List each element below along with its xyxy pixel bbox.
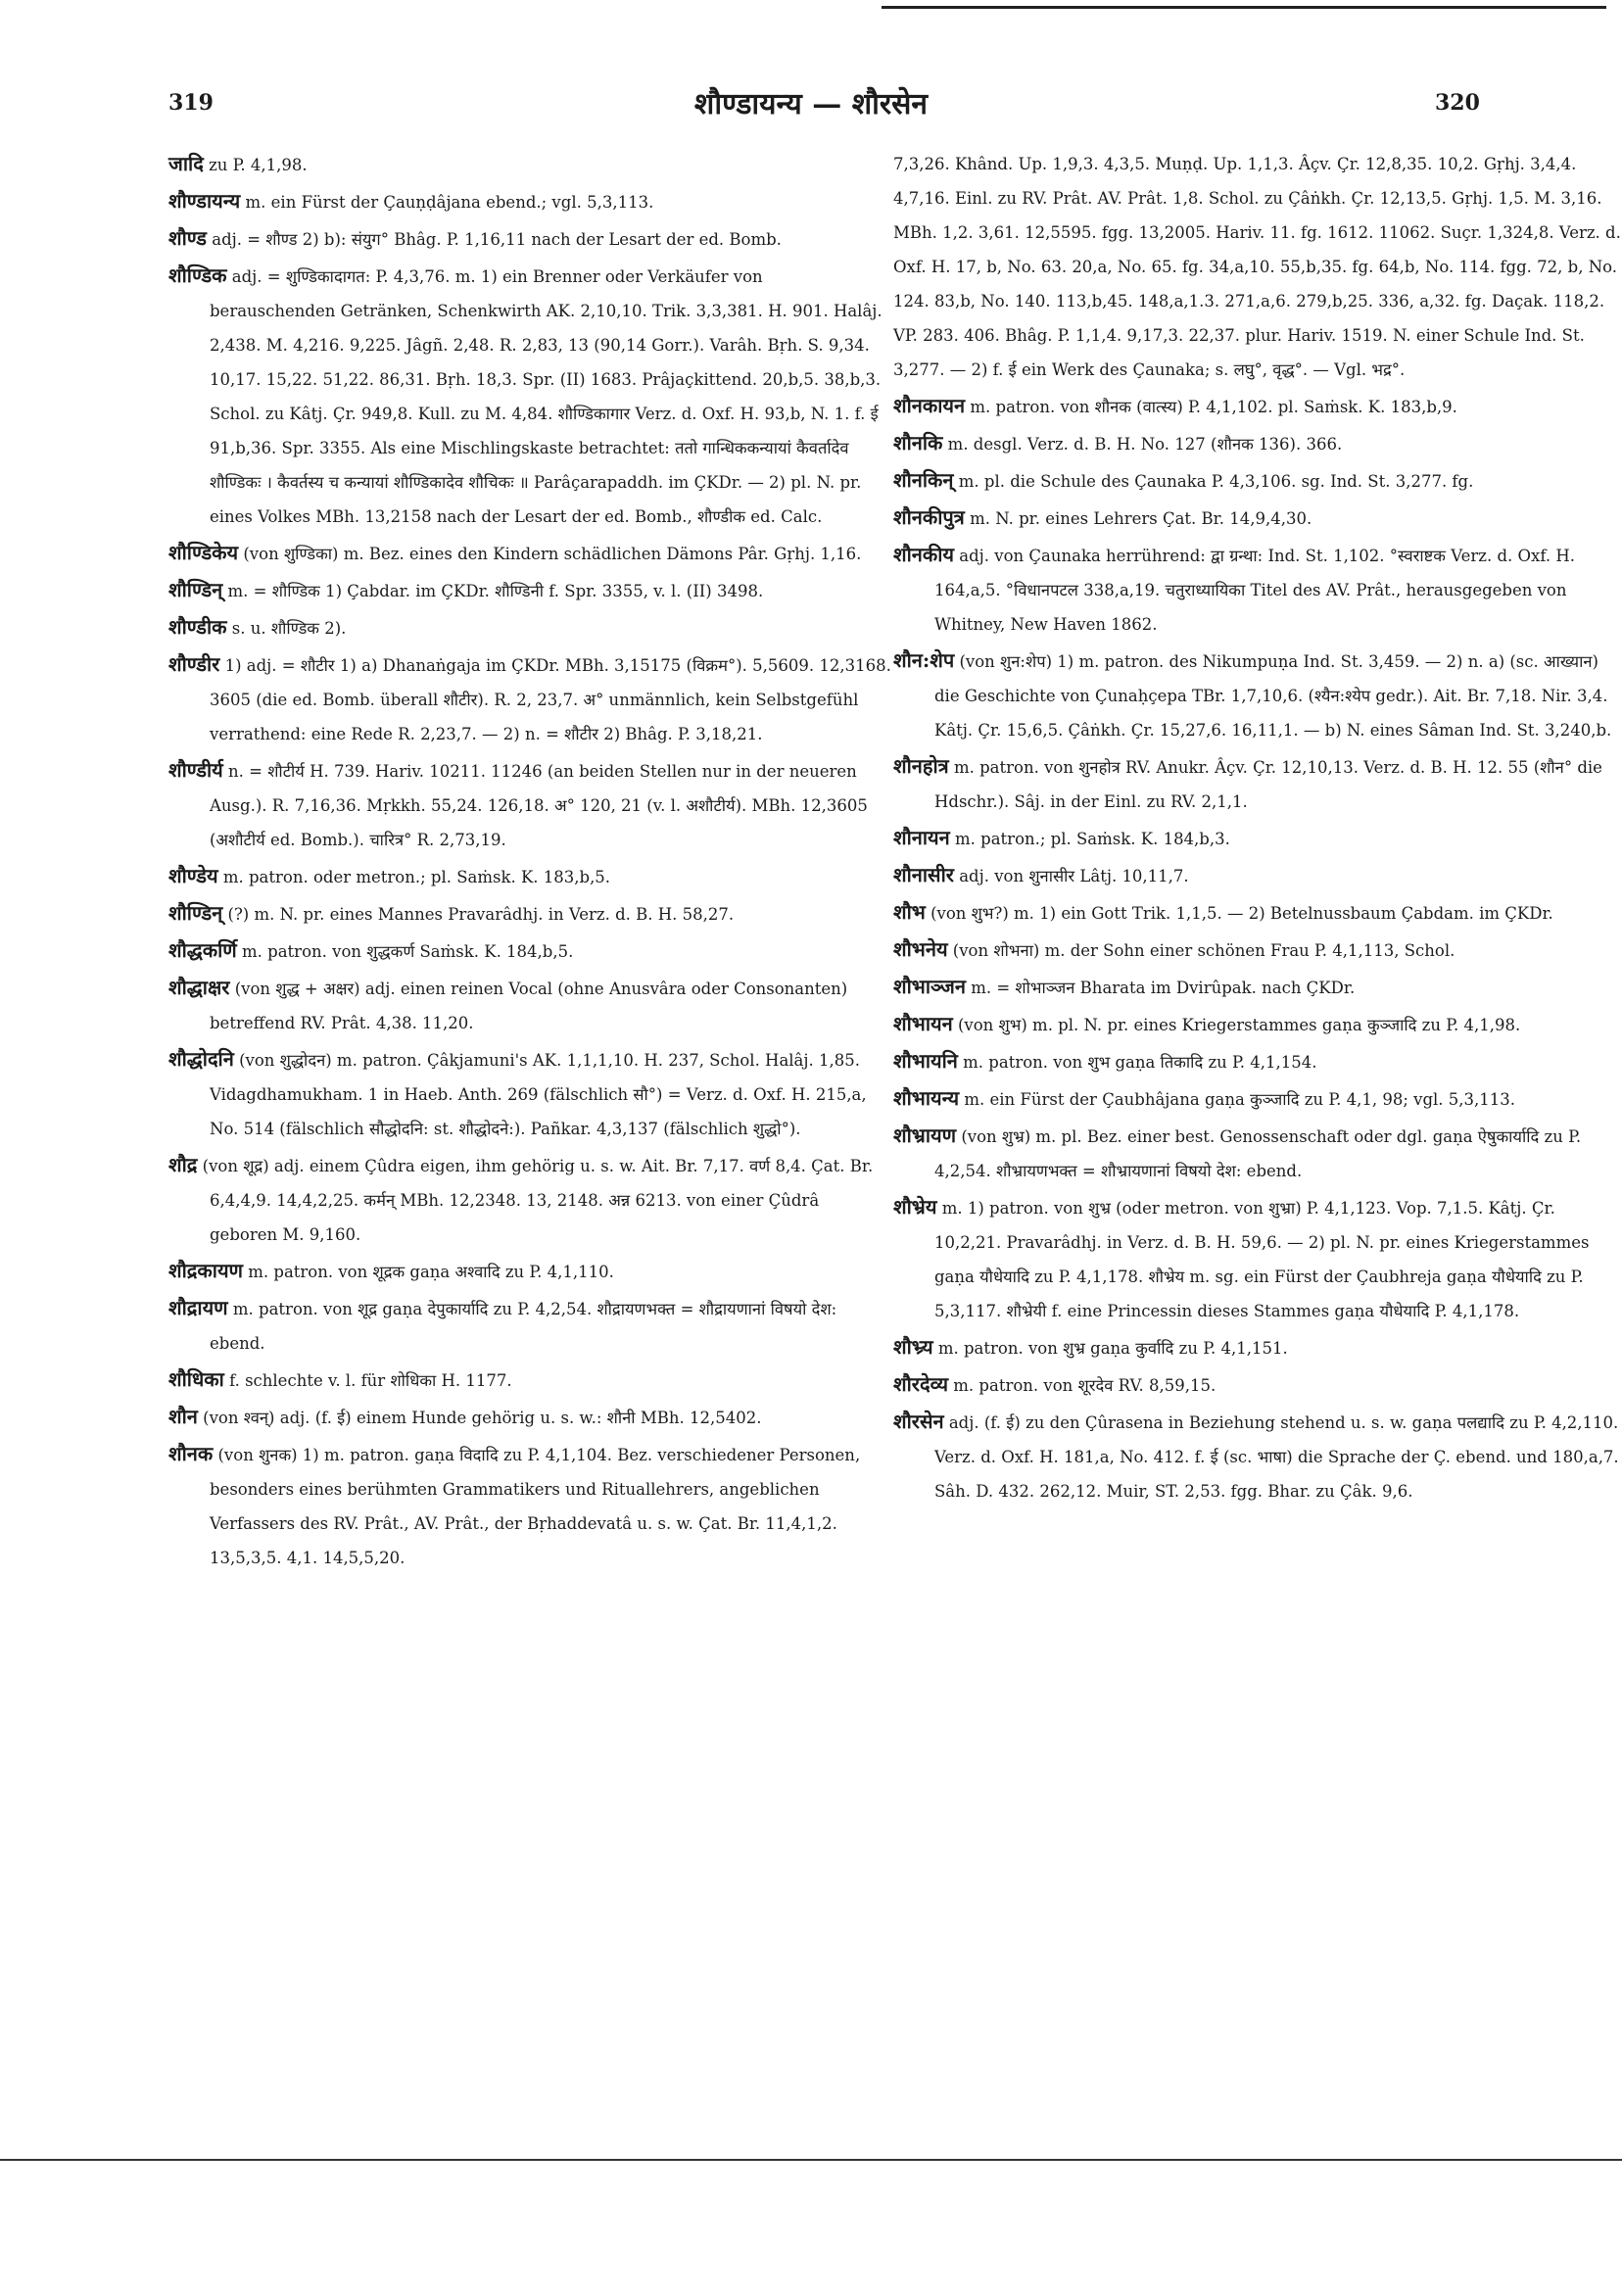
entry-headword: शौरसेन [893, 1410, 944, 1433]
dictionary-entry [893, 933, 1622, 968]
entry-text: 7,3,26. Khând. Up. 1,9,3. 4,3,5. Muṇḍ. Up. 1,1,3. Âçv. Çr. 12,8,35. 10,2. Gṛhj. 3,4,4. 4,7,16. Einl. zu RV. Prât. AV. Prât. 1,8. Schol. zu Çâṅkh. Çr. 12,13,5. Gṛhj. 1,5. M. 3,16. MBh. 1,2. 3,61. 12,5595. fgg. 13,2005. Hariv. 11. fg. 1612. 11062. Suçr. 1,324,8. Verz. d. Oxf. H. 17, b, No. 63. 20,a, No. 65. fg. 34,a,10. 55,b,35. fg. 64,b, No. 114. fgg. 72, b, No. 124. 83,b, No. 140. 113,b,45. 148,a,1.3. 271,a,6. 279,b,25. 336, a,32. fg. Daçak. 118,2. VP. 283. 406. Bhâg. P. 1,1,4. 9,17,3. 22,37. plur. Hariv. 1519. N. einer Schule Ind. St. 3,277. — 2) f. ई ein Werk des Çaunaka; s. लघु°, वृद्ध°. — Vgl. भद्र°. [893, 155, 1621, 379]
entry-text: m. patron. von शूद्रक gaṇa अश्वादि zu P. 4,1,110. [248, 1263, 614, 1281]
dictionary-entry [168, 933, 891, 969]
dictionary-entry [168, 1437, 891, 1575]
entry-text: 1) adj. = शौटीर 1) a) Dhanaṅgaja im ÇKDr. MBh. 3,15175 (विक्रम°). 5,5609. 12,3168. 3605 (die ed. Bomb. überall शौटीर). R. 2, 23,7. अ° unmännlich, kein Selbstgefühl verrathend: eine Rede R. 2,23,7. — 2) n. = शौटीर 2) Bhâg. P. 3,18,21. [210, 656, 891, 743]
entry-text: m. N. pr. eines Lehrers Çat. Br. 14,9,4,30. [970, 509, 1312, 528]
entry-headword: शौद्धकर्णि [168, 938, 237, 962]
entry-headword: शौण्डिकेय [168, 541, 239, 564]
entry-text: m. = शौण्डिक 1) Çabdar. im ÇKDr. शौण्डिनी f. Spr. 3355, v. l. (II) 3498. [227, 582, 764, 600]
entry-text: adj. (f. ई) zu den Çûrasena in Beziehung stehend u. s. w. gaṇa पलद्यादि zu P. 4,2,110. Verz. d. Oxf. H. 181,a, No. 412. f. ई (sc. भाषा) die Sprache der Ç. ebend. und 180,a,7. Sâh. D. 432. 262,12. Muir, ST. 2,53. fgg. Bhar. zu Çâk. 9,6. [934, 1413, 1619, 1501]
entry-text: (von शुद्धोदन) m. patron. Çâkjamuni's AK. 1,1,1,10. H. 237, Schol. Halâj. 1,85. Vidagdhamukham. 1 in Haeb. Anth. 269 (fälschlich सौ°) = Verz. d. Oxf. H. 215,a, No. 514 (fälschlich सौद्धोदनि: st. शौद्धोदने:). Pañkar. 4,3,137 (fälschlich शुद्धो°). [210, 1051, 867, 1138]
entry-text: (von श्वन्) adj. (f. ई) einem Hunde gehörig u. s. w.: शौनी MBh. 12,5402. [203, 1409, 762, 1427]
entry-headword: शौभाञ्जन [893, 975, 966, 998]
entry-headword: शौद्रायण [168, 1296, 228, 1319]
entry-headword: जादि [168, 152, 204, 175]
dictionary-entry [168, 1400, 891, 1435]
entry-headword: शौनकिन् [893, 468, 954, 492]
entry-headword: शौनासीर [893, 863, 954, 886]
entry-headword: शौनकायन [893, 394, 966, 417]
dictionary-entry [168, 184, 891, 219]
entry-headword: शौन:शेप [893, 648, 955, 672]
entry-text: m. 1) patron. von शुभ्र (oder metron. von शुभ्रा) P. 4,1,123. Vop. 7,1.5. Kâtj. Çr. 10,2,21. Pravarâdhj. in Verz. d. B. H. 59,6. — 2) pl. N. pr. eines Kriegerstammes gaṇa यौधेयादि zu P. 4,1,178. शौभ्रेय m. sg. ein Fürst der Çaubhreja gaṇa यौधेयादि zu P. 5,3,117. शौभ्रेयी f. eine Princessin dieses Stammes gaṇa यौधेयादि P. 4,1,178. [934, 1199, 1590, 1320]
entry-text: (von शुद्ध + अक्षर) adj. einen reinen Vocal (ohne Anusvâra oder Consonanten) betreffend RV. Prât. 4,38. 11,20. [210, 980, 848, 1032]
dictionary-entry [893, 1119, 1622, 1188]
entry-headword: शौन [168, 1405, 198, 1428]
entry-text: adj. von Çaunaka herrührend: द्वा ग्रन्था: Ind. St. 1,102. °स्वराष्टक Verz. d. Oxf. H. 164,a,5. °विधानपटल 338,a,19. चतुराध्यायिका Titel des AV. Prât., herausgegeben von Whitney, New Haven 1862. [934, 547, 1575, 634]
top-rule [882, 6, 1606, 9]
dictionary-entry [168, 610, 891, 646]
entry-headword: शौण्डिन् [168, 578, 223, 601]
entry-headword: शौभ्र्य [893, 1335, 933, 1359]
left-column [168, 147, 891, 1575]
entry-text: adj. = शौण्ड 2) b): संयुग° Bhâg. P. 1,16,11 nach der Lesart der ed. Bomb. [212, 230, 782, 249]
entry-headword: शौण्डीर्य [168, 758, 223, 782]
dictionary-entry [168, 536, 891, 571]
entry-text: (von शुनक) 1) m. patron. gaṇa विदादि zu P. 4,1,104. Bez. verschiedener Personen, besonders eines berühmten Grammatikers und Rituallehrers, angeblichen Verfassers des RV. Prât., AV. Prât., der Bṛhaddevatâ u. s. w. Çat. Br. 11,4,1,2. 13,5,3,5. 4,1. 14,5,5,20. [210, 1446, 861, 1567]
entry-text: m. desgl. Verz. d. B. H. No. 127 (शौनक 136). 366. [947, 435, 1343, 454]
dictionary-entry [893, 858, 1622, 893]
entry-text: (von शुभ?) m. 1) ein Gott Trik. 1,1,5. — 2) Betelnussbaum Çabdam. im ÇKDr. [930, 904, 1553, 923]
entry-text: (von शोभना) m. der Sohn einer schönen Frau P. 4,1,113, Schol. [952, 941, 1455, 960]
entry-headword: शौद्र [168, 1153, 198, 1176]
dictionary-entry [893, 1081, 1622, 1117]
dictionary-entry [168, 753, 891, 857]
dictionary-entry [168, 147, 891, 182]
entry-text: m. patron. von शूद्र gaṇa देपुकार्यादि zu P. 4,2,54. शौद्रायणभक्त = शौद्रायणानां विषयो देश: ebend. [210, 1300, 837, 1353]
entry-text: adj. von शुनासीर Lâtj. 10,11,7. [959, 867, 1189, 885]
entry-headword: शौभ्रेय [893, 1195, 937, 1219]
dictionary-entry [168, 1291, 891, 1361]
entry-text: (von शुभ्र) m. pl. Bez. einer best. Genossenschaft oder dgl. gaṇa ऐषुकार्यादि zu P. 4,2,54. शौभ्रायणभक्त = शौभ्रायणानां विषयो देश: ebend. [934, 1127, 1582, 1180]
entry-headword: शौभायनि [893, 1049, 958, 1073]
dictionary-entry [893, 895, 1622, 931]
page-number-left: 319 [168, 90, 214, 116]
entry-text: m. ein Fürst der Çauṇḍâjana ebend.; vgl. 5,3,113. [245, 193, 654, 212]
entry-text: (von शूद्र) adj. einem Çûdra eigen, ihm gehörig u. s. w. Ait. Br. 7,17. वर्ण 8,4. Çat. Br. 6,4,4,9. 14,4,2,25. कर्मन् MBh. 12,2348. 13, 2148. अन्न 6213. von einer Çûdrâ geboren M. 9,160. [202, 1157, 874, 1244]
entry-headword: शौनायन [893, 826, 950, 849]
entry-headword: शौण्डिक [168, 263, 227, 287]
entry-text: m. patron. von शुद्धकर्ण Saṁsk. K. 184,b,5. [242, 942, 574, 961]
dictionary-entry [168, 1363, 891, 1398]
entry-text: (?) m. N. pr. eines Mannes Pravarâdhj. in Verz. d. B. H. 58,27. [227, 905, 735, 924]
entry-text: m. pl. die Schule des Çaunaka P. 4,3,106. sg. Ind. St. 3,277. fg. [958, 472, 1474, 491]
dictionary-entry [893, 1190, 1622, 1328]
dictionary-entry [893, 426, 1622, 461]
dictionary-entry [893, 1330, 1622, 1365]
dictionary-entry [168, 573, 891, 608]
entry-headword: शौनकीपुत्र [893, 505, 965, 529]
entry-headword: शौभ्रायण [893, 1124, 957, 1147]
entry-text: adj. = शुण्डिकादागत: P. 4,3,76. m. 1) ein Brenner oder Verkäufer von berauschenden Getränken, Schenkwirth AK. 2,10,10. Trik. 3,3,381. H. 901. Halâj. 2,438. M. 4,216. 9,225. Jâgñ. 2,48. R. 2,83, 13 (90,14 Gorr.). Varâh. Bṛh. S. 9,34. 10,17. 15,22. 51,22. 86,31. Bṛh. 18,3. Spr. (II) 1683. Prâjaçkittend. 20,b,5. 38,b,3. Schol. zu Kâtj. Çr. 949,8. Kull. zu M. 4,84. शौण्डिकागार Verz. d. Oxf. H. 93,b, N. 1. f. ई 91,b,36. Spr. 3355. Als eine Mischlingskaste betrachtet: ततो गान्धिककन्यायां कैवर्तादेव शौण्डिकः । कैवर्तस्य च कन्यायां शौण्डिकादेव शौचिकः ॥ Parâçarapaddh. im ÇKDr. — 2) pl. N. pr. eines Volkes MBh. 13,2158 nach der Lesart der ed. Bomb., शौण्डीक ed. Calc. [210, 267, 883, 526]
entry-text: m. patron. von शुभ gaṇa तिकादि zu P. 4,1,154. [963, 1053, 1317, 1072]
entry-headword: शौभायन [893, 1012, 953, 1035]
entry-text: m. patron. von शूरदेव RV. 8,59,15. [953, 1376, 1216, 1395]
page-number-right: 320 [1435, 90, 1480, 116]
entry-text: m. patron. von शुभ्र gaṇa कुर्वादि zu P. 4,1,151. [937, 1339, 1288, 1358]
entry-text: f. schlechte v. l. für शोधिका H. 1177. [229, 1371, 512, 1390]
entry-headword: शौण्डीक [168, 615, 227, 639]
entry-text: m. patron. von शुनहोत्र RV. Anukr. Âçv. Çr. 12,10,13. Verz. d. B. H. 12. 55 (शौन° die Hdschr.). Sâj. in der Einl. zu RV. 2,1,1. [934, 758, 1602, 811]
entry-text: m. = शोभाञ्जन Bharata im Dvirûpak. nach ÇKDr. [971, 979, 1356, 997]
dictionary-entry [168, 259, 891, 534]
dictionary-entry [893, 463, 1622, 499]
dictionary-entry [168, 221, 891, 257]
entry-text: m. patron. von शौनक (वात्स्य) P. 4,1,102. pl. Saṁsk. K. 183,b,9. [970, 398, 1457, 416]
entry-headword: शौनकीय [893, 543, 955, 566]
dictionary-entry [168, 647, 891, 751]
dictionary-entry [893, 970, 1622, 1005]
dictionary-entry [168, 1254, 891, 1289]
entry-headword: शौद्रकायण [168, 1259, 243, 1282]
dictionary-entry [893, 501, 1622, 536]
entry-text: (von शुन:शेप) 1) m. patron. des Nikumpuṇa Ind. St. 3,459. — 2) n. a) (sc. आख्यान) die Geschichte von Çunaḥçepa TBr. 1,7,10,6. (श्यैन:श्येप gedr.). Ait. Br. 7,18. Nir. 3,4. Kâtj. Çr. 15,6,5. Çâṅkh. Çr. 15,27,6. 16,11,1. — b) N. eines Sâman Ind. St. 3,240,b. [934, 652, 1612, 740]
entry-text: m. ein Fürst der Çaubhâjana gaṇa कुञ्जादि zu P. 4,1, 98; vgl. 5,3,113. [964, 1090, 1516, 1109]
dictionary-entry [168, 896, 891, 932]
dictionary-entry [893, 147, 1622, 387]
entry-headword: शौण्डिन् [168, 901, 223, 925]
dictionary-entry [893, 644, 1622, 747]
entry-headword: शौभनेय [893, 937, 948, 961]
entry-text: s. u. शौण्डिक 2). [231, 619, 347, 638]
dictionary-entry [893, 538, 1622, 642]
dictionary-entry [893, 1367, 1622, 1403]
entry-text: n. = शौटीर्य H. 739. Hariv. 10211. 11246 (an beiden Stellen nur in der neueren Ausg.). R. 7,16,36. Mṛkkh. 55,24. 126,18. अ° 120, 21 (v. l. अशौटीर्य). MBh. 12,3605 (अशौटीर्य ed. Bomb.). चारित्र° R. 2,73,19. [210, 762, 868, 849]
dictionary-entry [168, 971, 891, 1040]
entry-headword: शौद्धाक्षर [168, 976, 230, 999]
entry-headword: शौभ [893, 900, 926, 924]
dictionary-entry [168, 1148, 891, 1252]
entry-headword: शौनहोत्र [893, 754, 949, 778]
right-column [893, 147, 1622, 1508]
dictionary-entry [893, 1007, 1622, 1042]
dictionary-entry [168, 1042, 891, 1146]
dictionary-entry [893, 821, 1622, 856]
entry-headword: शौण्डीर [168, 652, 220, 676]
entry-headword: शौनकि [893, 431, 943, 454]
entry-text: m. patron.; pl. Saṁsk. K. 184,b,3. [955, 830, 1230, 848]
entry-text: m. patron. oder metron.; pl. Saṁsk. K. 183,b,5. [222, 868, 611, 886]
dictionary-entry [893, 1405, 1622, 1508]
entry-headword: शौद्धोदनि [168, 1047, 234, 1071]
dictionary-entry [168, 859, 891, 894]
entry-headword: शौरदेव्य [893, 1372, 949, 1396]
dictionary-entry [893, 749, 1622, 819]
entry-text: (von शुण्डिका) m. Bez. eines den Kindern schädlichen Dämons Pâr. Gṛhj. 1,16. [243, 545, 862, 563]
bottom-rule [0, 2159, 1622, 2161]
dictionary-entry [893, 1044, 1622, 1079]
entry-headword: शौभायन्य [893, 1086, 960, 1110]
dictionary-entry [893, 389, 1622, 424]
running-headword: शौण्डायन्य — शौरसेन [693, 87, 929, 121]
entry-headword: शौण्ड [168, 226, 207, 250]
entry-headword: शौण्डायन्य [168, 189, 241, 213]
entry-headword: शौनक [168, 1442, 214, 1465]
entry-headword: शौधिका [168, 1367, 224, 1391]
entry-text: zu P. 4,1,98. [209, 156, 308, 174]
entry-text: (von शुभ) m. pl. N. pr. eines Kriegerstammes gaṇa कुञ्जादि zu P. 4,1,98. [957, 1016, 1521, 1034]
entry-headword: शौण्डेय [168, 864, 218, 887]
